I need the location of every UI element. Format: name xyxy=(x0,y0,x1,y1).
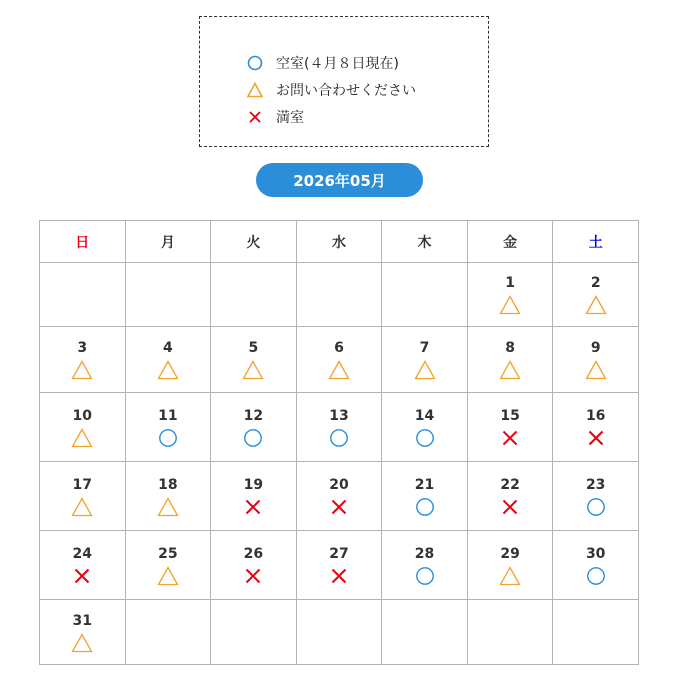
weekday-header-row xyxy=(40,221,639,263)
calendar-day-cell[interactable] xyxy=(296,393,382,462)
day-content xyxy=(468,531,553,599)
day-number: 11 xyxy=(158,407,178,424)
legend-item-available xyxy=(246,53,399,73)
triangle-icon xyxy=(157,497,179,517)
day-number: 30 xyxy=(585,545,606,562)
circle-icon xyxy=(242,428,264,448)
cross-icon xyxy=(328,566,350,586)
day-content xyxy=(553,327,638,392)
day-content xyxy=(211,327,296,392)
calendar-empty-cell xyxy=(40,263,126,327)
triangle-icon xyxy=(328,360,350,380)
day-number: 7 xyxy=(419,340,430,356)
triangle-icon xyxy=(585,360,607,380)
triangle-icon xyxy=(71,428,93,448)
availability-legend xyxy=(199,16,489,147)
day-number: 14 xyxy=(414,407,435,424)
calendar-empty-cell xyxy=(296,263,382,327)
day-number: 9 xyxy=(590,340,601,356)
legend-label-available: 空室(４月８日現在) xyxy=(276,56,399,72)
circle-icon xyxy=(328,428,350,448)
day-number: 10 xyxy=(72,407,93,424)
day-content xyxy=(126,327,211,392)
calendar-day-cell[interactable] xyxy=(467,462,553,531)
weekday-wednesday: 水 xyxy=(296,221,382,263)
day-content xyxy=(468,327,553,392)
cross-icon xyxy=(246,108,264,126)
day-content xyxy=(553,462,638,530)
day-content xyxy=(126,531,211,599)
day-content xyxy=(382,531,467,599)
day-content xyxy=(40,462,125,530)
cross-icon xyxy=(585,428,607,448)
legend-item-full xyxy=(246,107,304,127)
calendar-day-cell[interactable] xyxy=(553,263,639,327)
cross-icon xyxy=(328,497,350,517)
calendar-day-cell[interactable] xyxy=(40,327,126,393)
day-number: 1 xyxy=(505,275,515,291)
day-number: 4 xyxy=(162,340,173,356)
calendar-day-cell[interactable] xyxy=(553,531,639,600)
day-number: 24 xyxy=(72,545,93,562)
day-number: 17 xyxy=(72,476,93,493)
circle-icon xyxy=(585,566,607,586)
cross-icon xyxy=(242,566,264,586)
day-number: 29 xyxy=(500,545,520,562)
calendar-day-cell[interactable] xyxy=(296,531,382,600)
calendar-day-cell[interactable] xyxy=(467,263,553,327)
legend-item-inquire xyxy=(246,80,416,100)
calendar-day-cell[interactable] xyxy=(382,327,468,393)
calendar-day-cell[interactable] xyxy=(211,531,297,600)
day-number: 22 xyxy=(500,476,520,493)
day-content xyxy=(211,393,296,461)
triangle-icon xyxy=(242,360,264,380)
calendar-day-cell[interactable] xyxy=(211,462,297,531)
day-number: 25 xyxy=(158,545,178,562)
day-content xyxy=(468,393,553,461)
day-content xyxy=(40,531,125,599)
triangle-icon xyxy=(157,566,179,586)
calendar-week-row xyxy=(40,327,639,393)
calendar-body xyxy=(40,263,639,665)
circle-icon xyxy=(246,54,264,72)
day-content xyxy=(553,393,638,461)
day-content xyxy=(40,600,125,664)
day-content xyxy=(297,531,382,599)
day-number: 16 xyxy=(585,407,606,424)
day-content xyxy=(211,531,296,599)
triangle-icon xyxy=(157,360,179,380)
triangle-icon xyxy=(499,566,521,586)
day-content xyxy=(553,531,638,599)
day-content xyxy=(297,462,382,530)
calendar-empty-cell xyxy=(382,600,468,665)
circle-icon xyxy=(585,497,607,517)
calendar-week-row xyxy=(40,462,639,531)
day-content xyxy=(468,263,553,326)
calendar-day-cell[interactable] xyxy=(553,393,639,462)
calendar-empty-cell xyxy=(211,600,297,665)
calendar-day-cell[interactable] xyxy=(40,393,126,462)
calendar-day-cell[interactable] xyxy=(467,393,553,462)
triangle-icon xyxy=(71,497,93,517)
day-number: 6 xyxy=(334,340,344,356)
day-content xyxy=(40,393,125,461)
calendar-empty-cell xyxy=(553,600,639,665)
circle-icon xyxy=(414,497,436,517)
day-number: 28 xyxy=(414,545,435,562)
calendar-day-cell[interactable] xyxy=(467,531,553,600)
calendar-day-cell[interactable] xyxy=(40,600,126,665)
calendar-day-cell[interactable] xyxy=(553,462,639,531)
weekday-sunday: 日 xyxy=(40,221,126,263)
calendar-day-cell[interactable] xyxy=(40,462,126,531)
day-content xyxy=(382,327,467,392)
calendar-day-cell[interactable] xyxy=(40,531,126,600)
triangle-icon xyxy=(246,81,264,99)
calendar-week-row xyxy=(40,531,639,600)
day-content xyxy=(382,462,467,530)
day-number: 20 xyxy=(329,476,349,493)
calendar-empty-cell xyxy=(211,263,297,327)
calendar-table xyxy=(39,220,639,665)
weekday-thursday: 木 xyxy=(382,221,468,263)
calendar-day-cell[interactable] xyxy=(211,393,297,462)
calendar-day-cell[interactable] xyxy=(125,393,211,462)
day-number: 2 xyxy=(590,275,601,291)
circle-icon xyxy=(414,428,436,448)
day-content xyxy=(40,327,125,392)
day-number: 27 xyxy=(329,545,349,562)
calendar-empty-cell xyxy=(467,600,553,665)
day-content xyxy=(468,462,553,530)
calendar-empty-cell xyxy=(125,600,211,665)
calendar-day-cell[interactable] xyxy=(125,327,211,393)
circle-icon xyxy=(414,566,436,586)
day-number: 12 xyxy=(243,407,264,424)
calendar-empty-cell xyxy=(296,600,382,665)
day-number: 18 xyxy=(158,476,178,493)
calendar-day-cell[interactable] xyxy=(467,327,553,393)
day-number: 19 xyxy=(243,476,264,493)
legend-label-inquire: お問い合わせください xyxy=(276,83,416,99)
triangle-icon xyxy=(71,633,93,653)
day-number: 8 xyxy=(505,340,515,356)
calendar-day-cell[interactable] xyxy=(382,393,468,462)
triangle-icon xyxy=(414,360,436,380)
day-content xyxy=(211,462,296,530)
calendar-empty-cell xyxy=(382,263,468,327)
day-number: 3 xyxy=(77,340,88,356)
calendar-week-row xyxy=(40,263,639,327)
triangle-icon xyxy=(499,295,521,315)
weekday-friday: 金 xyxy=(467,221,553,263)
day-number: 23 xyxy=(585,476,606,493)
cross-icon xyxy=(242,497,264,517)
day-number: 21 xyxy=(414,476,435,493)
cross-icon xyxy=(499,428,521,448)
calendar-day-cell[interactable] xyxy=(125,531,211,600)
calendar-day-cell[interactable] xyxy=(382,462,468,531)
day-number: 15 xyxy=(500,407,520,424)
triangle-icon xyxy=(585,295,607,315)
legend-label-full: 満室 xyxy=(276,110,304,126)
weekday-tuesday: 火 xyxy=(211,221,297,263)
calendar-day-cell[interactable] xyxy=(125,462,211,531)
day-number: 31 xyxy=(72,612,93,629)
calendar-day-cell[interactable] xyxy=(296,327,382,393)
circle-icon xyxy=(157,428,179,448)
day-content xyxy=(126,462,211,530)
day-content xyxy=(553,263,638,326)
calendar-day-cell[interactable] xyxy=(382,531,468,600)
day-content xyxy=(382,393,467,461)
day-number: 13 xyxy=(329,407,349,424)
weekday-saturday: 土 xyxy=(553,221,639,263)
calendar-empty-cell xyxy=(125,263,211,327)
cross-icon xyxy=(71,566,93,586)
triangle-icon xyxy=(71,360,93,380)
day-content xyxy=(297,393,382,461)
month-label: 2026年05月 xyxy=(256,163,423,197)
day-number: 5 xyxy=(248,340,259,356)
calendar-day-cell[interactable] xyxy=(553,327,639,393)
calendar-week-row xyxy=(40,600,639,665)
day-content xyxy=(126,393,211,461)
calendar-week-row xyxy=(40,393,639,462)
day-content xyxy=(297,327,382,392)
weekday-monday: 月 xyxy=(125,221,211,263)
day-number: 26 xyxy=(243,545,264,562)
calendar-day-cell[interactable] xyxy=(211,327,297,393)
calendar-day-cell[interactable] xyxy=(296,462,382,531)
cross-icon xyxy=(499,497,521,517)
triangle-icon xyxy=(499,360,521,380)
